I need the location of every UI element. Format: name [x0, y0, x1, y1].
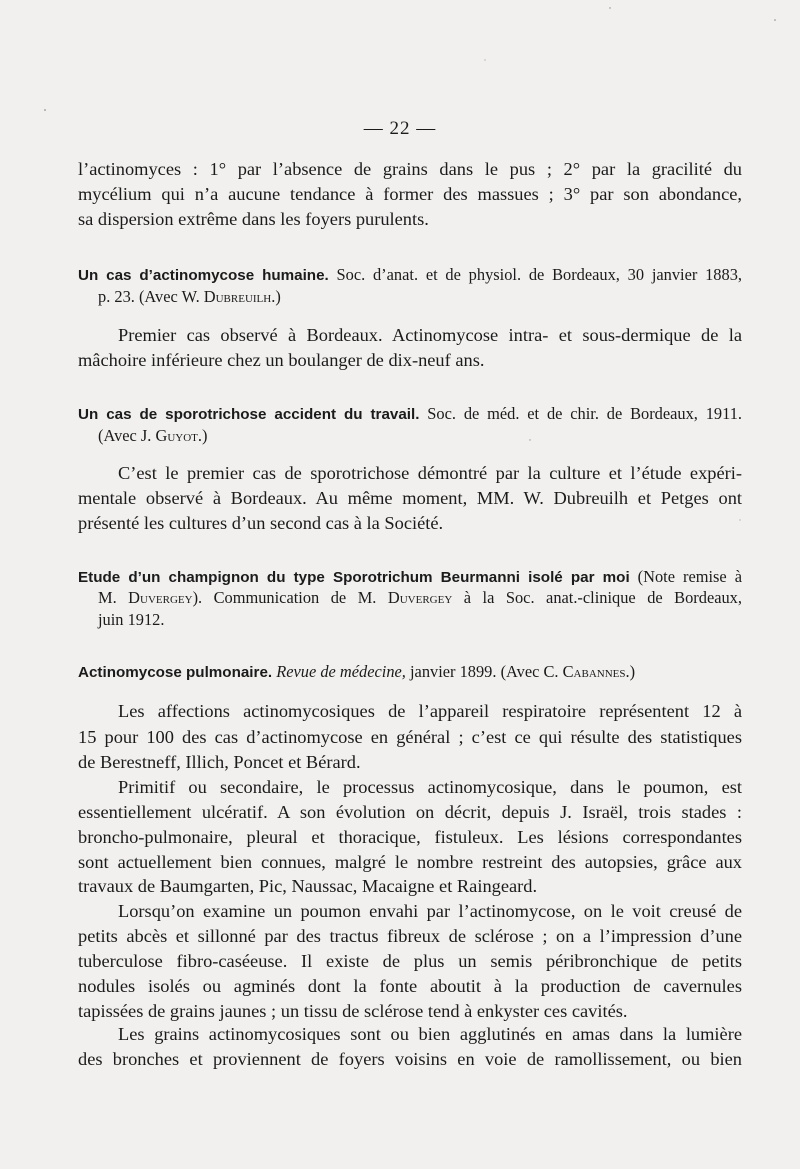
summary-line: Premier cas observé à Bordeaux. Actinomycose intra- et sous-dermique de la [118, 325, 742, 345]
summary-line: présenté les cultures d’un second cas à la Société. [78, 513, 444, 533]
body-line: sont actuellement bien connues, malgré le nombre restreint des autopsies, grâce aux [78, 852, 742, 872]
author-name: Duvergey [387, 588, 453, 607]
bibliography-entry: Actinomycose pulmonaire. Revue de médecine, janvier 1899. (Avec C. Cabannes.) [78, 662, 636, 681]
body-line: de Berestneff, Illich, Poncet et Bérard. [78, 752, 361, 772]
body-line: Lorsqu’on examine un poumon envahi par l’actinomycose, on le voit creusé de [118, 901, 742, 921]
journal-title: Revue de médecine, [272, 662, 406, 681]
entry-reference-line: juin 1912. [98, 610, 165, 629]
paragraph-line: mycélium qui n’a aucune tendance à former des massues ; 3° par son abondance, [78, 184, 742, 204]
author-name: Cabannes [562, 662, 626, 681]
body-line: 15 pour 100 des cas d’actinomycose en général ; c’est ce qui résulte des statistiques [78, 727, 742, 747]
summary-line: mentale observé à Bordeaux. Au même moment, MM. W. Dubreuilh et Petges ont [78, 488, 742, 508]
entry-reference: Soc. d’anat. et de physiol. de Bordeaux, 30 janvier 1883, [328, 265, 742, 284]
body-line: broncho-pulmonaire, pleural et thoracique, fistuleux. Les lésions correspondantes [78, 827, 742, 847]
author-name: Duvergey [128, 588, 193, 607]
author-name: Guyot [155, 426, 198, 445]
entry-reference-line: p. 23. (Avec W. Dubreuilh.) [98, 287, 281, 306]
entry-title: Etude d’un champignon du type Sporotrichum Beurmanni isolé par moi [78, 569, 630, 586]
body-line: travaux de Baumgarten, Pic, Naussac, Macaigne et Raingeard. [78, 876, 538, 896]
summary-line: mâchoire inférieure chez un boulanger de dix-neuf ans. [78, 350, 485, 370]
entry-reference: (Note remise à [629, 567, 742, 586]
entry-title: Un cas de sporotrichose accident du travail. [78, 406, 420, 423]
body-line: tapissées de grains jaunes ; un tissu de sclérose tend à enkyster ces cavités. [78, 1001, 628, 1021]
body-line: Les affections actinomycosiques de l’appareil respiratoire représentent 12 à [118, 701, 742, 721]
body-line: nodules isolés ou agminés dont la fonte aboutit à la production de cavernules [78, 976, 742, 996]
body-line: tuberculose fibro-caséeuse. Il existe de plus un semis péribronchique de petits [78, 951, 742, 971]
paragraph-line: l’actinomyces : 1° par l’absence de grains dans le pus ; 2° par la gracilité du [78, 159, 742, 179]
body-line: essentiellement ulcératif. A son évolution on décrit, depuis J. Israël, trois stades : [78, 802, 742, 822]
entry-title: Un cas d’actinomycose humaine. [78, 267, 329, 284]
entry-reference-line: (Avec J. Guyot.) [98, 426, 208, 445]
body-line: Les grains actinomycosiques sont ou bien agglutinés en amas dans la lumière [118, 1024, 742, 1044]
body-line: des bronches et proviennent de foyers voisins en voie de ramollissement, ou bien [78, 1049, 742, 1069]
paragraph-line: sa dispersion extrême dans les foyers purulents. [78, 209, 429, 229]
page-number: — 22 — [363, 118, 437, 139]
author-name: Dubreuilh [203, 287, 272, 306]
entry-reference-line: M. Duvergey). Communication de M. Duvergey à la Soc. anat.-clinique de Bordeaux, [98, 588, 742, 607]
entry-title: Actinomycose pulmonaire. [78, 664, 273, 681]
entry-reference: Soc. de méd. et de chir. de Bordeaux, 1911. [419, 404, 742, 423]
body-line: Primitif ou secondaire, le processus actinomycosique, dans le poumon, est [118, 777, 742, 797]
body-line: petits abcès et sillonné par des tractus fibreux de sclérose ; on a l’impression d’une [78, 926, 742, 946]
summary-line: C’est le premier cas de sporotrichose démontré par la culture et l’étude expéri- [118, 463, 742, 483]
